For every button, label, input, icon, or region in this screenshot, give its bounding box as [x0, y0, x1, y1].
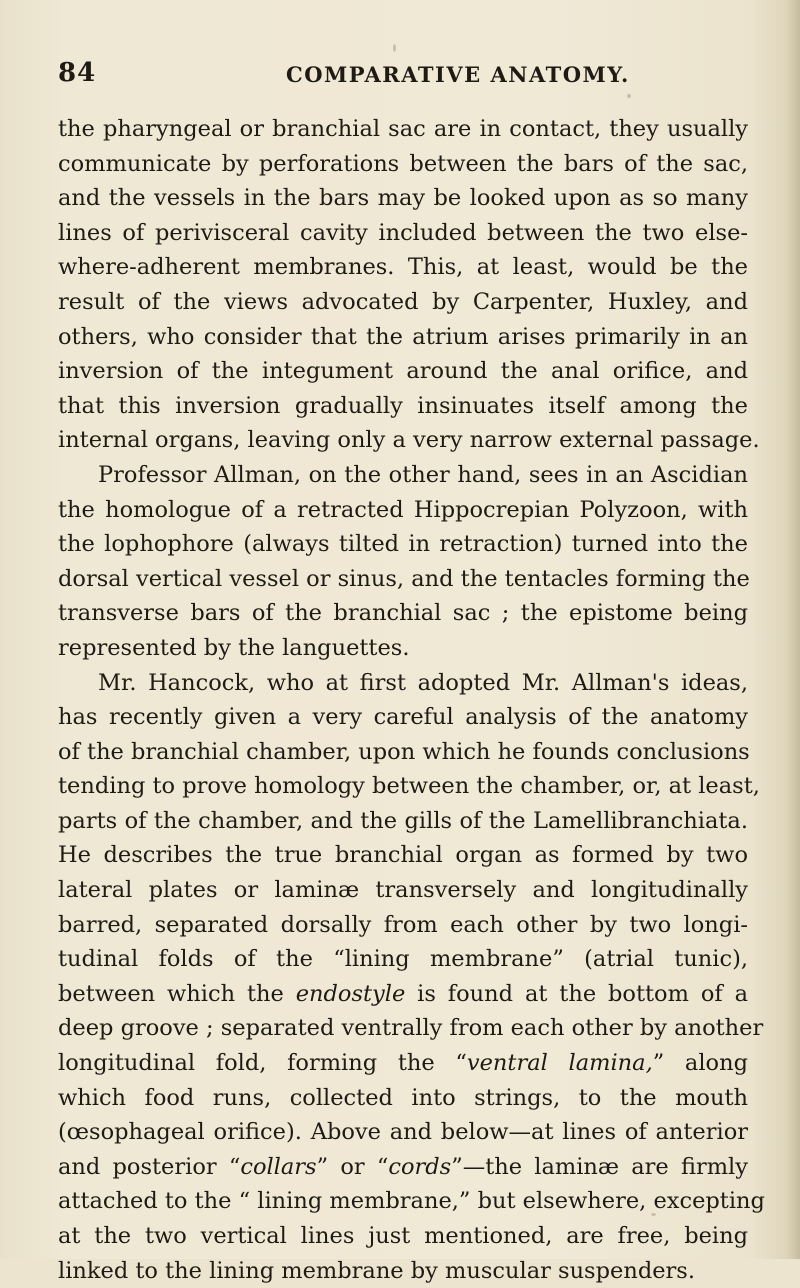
text-line: linked to the lining membrane by muscular suspenders. [58, 1257, 695, 1284]
text-line: at the two vertical lines just mentioned, are free, being [58, 1223, 748, 1249]
text-line: lines of perivisceral cavity included between the two else- [58, 219, 748, 246]
text-line: transverse bars of the branchial sac ; the epistome being [58, 600, 748, 627]
text-line [58, 1046, 748, 1081]
text-line: the pharyngeal or branchial sac are in contact, they usually [58, 116, 748, 142]
running-title: COMPARATIVE ANATOMY. [286, 62, 630, 87]
text-line: communicate by perforations between the bars of the sac, [58, 150, 748, 177]
text-line: lateral plates or laminæ transversely and longitudinally [58, 877, 748, 904]
text-line: represented by the languettes. [58, 634, 410, 661]
ink-speck [393, 44, 396, 52]
text-line: Mr. Hancock, who at first adopted Mr. Allman's ideas, [98, 669, 748, 696]
text-line: has recently given a very careful analysis of the anatomy [58, 704, 748, 731]
text-line: He describes the true branchial organ as formed by two [58, 842, 748, 869]
text-line: attached to the “ lining membrane,” but elsewhere, excepting [58, 1188, 765, 1215]
text-line: others, who consider that the atrium arises primarily in an [58, 323, 748, 350]
text-run: is found at the bottom of a [417, 980, 748, 1007]
text-run: and posterior “ [58, 1153, 241, 1180]
body-text [58, 112, 765, 1288]
text-line: the lophophore (always tilted in retraction) turned into the [58, 531, 748, 558]
text-run: longitudinal fold, forming the “ [58, 1050, 467, 1077]
text-line: of the branchial chamber, upon which he founds conclusions [58, 738, 750, 765]
text-run: between which the [58, 980, 284, 1007]
text-line: deep groove ; separated ventrally from each other by another [58, 1015, 764, 1042]
text-line: internal organs, leaving only a very narrow external passage. [58, 427, 760, 454]
page-edge-shadow [786, 0, 800, 1259]
text-run: ” or “ [316, 1153, 389, 1180]
italic-term-cords: cords [388, 1153, 452, 1180]
italic-term-collars: collars [240, 1153, 317, 1180]
text-line: the homologue of a retracted Hippocrepian Polyzoon, with [58, 496, 748, 523]
text-line: which food runs, collected into strings, to the mouth [58, 1084, 748, 1111]
running-head [58, 58, 748, 98]
text-run: ”—the laminæ are firmly [451, 1153, 748, 1180]
text-line: and the vessels in the bars may be looked upon as so many [58, 185, 748, 212]
text-line: where-adherent membranes. This, at least, would be the [58, 254, 748, 281]
text-line: parts of the chamber, and the gills of the Lamellibranchiata. [58, 807, 748, 834]
italic-term-endostyle: endostyle [295, 980, 406, 1007]
text-line: (œsophageal orifice). Above and below—at lines of anterior [58, 1119, 748, 1146]
page-number: 84 [58, 58, 97, 88]
ink-speck [651, 1213, 656, 1216]
text-line [58, 1150, 748, 1185]
text-line: dorsal vertical vessel or sinus, and the tentacles forming the [58, 565, 750, 592]
text-line: that this inversion gradually insinuates itself among the [58, 392, 748, 419]
text-line: tending to prove homology between the chamber, or, at least, [58, 773, 760, 800]
italic-term-ventral-lamina: ventral lamina, [466, 1050, 653, 1077]
text-line: inversion of the integument around the anal orifice, and [58, 358, 748, 385]
text-line: tudinal folds of the “lining membrane” (atrial tunic), [58, 946, 748, 973]
text-line [58, 977, 748, 1012]
text-line: barred, separated dorsally from each other by two longi- [58, 911, 748, 938]
text-line: result of the views advocated by Carpenter, Huxley, and [58, 288, 748, 315]
text-line: Professor Allman, on the other hand, sees in an Ascidian [98, 461, 748, 488]
text-run: ” along [652, 1050, 748, 1077]
ink-speck [627, 94, 631, 98]
